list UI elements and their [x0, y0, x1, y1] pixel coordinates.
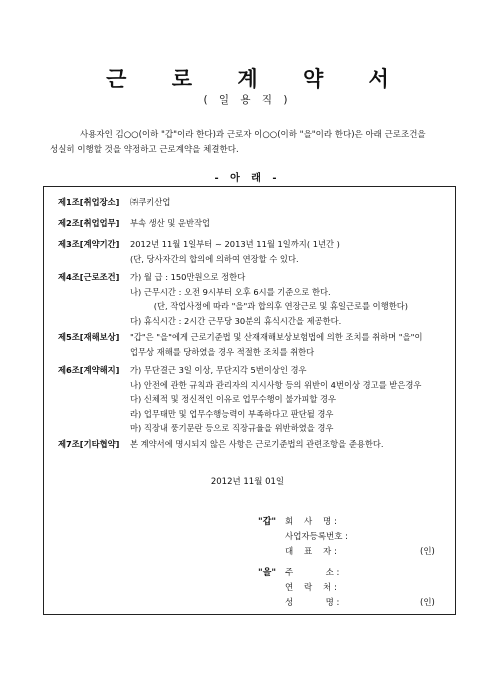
party-a-seal: (인)	[420, 547, 435, 557]
article-line: 업무상 재해를 당하였을 경우 적절한 조치를 취한다	[130, 346, 315, 357]
article-label: 제6조[계약해지]	[58, 365, 120, 375]
party-a-registration-field: 사업자등록번호 :	[285, 532, 349, 542]
article-line: (단, 당사자간의 합의에 의하여 연장할 수 있다.	[130, 253, 299, 264]
article-line: "갑"은 "을"에게 근로기준법 및 산재재해보상보험법에 의한 조치를 취하며 "을"이	[130, 332, 423, 342]
document-title: 근 로 계 약 서	[106, 67, 408, 91]
party-a-representative-field: 대 표 자 :	[285, 547, 337, 557]
document-subtitle: ( 일 용 직 )	[203, 94, 292, 106]
intro-line-1: 사용자인 김○○(이하 "갑"이라 한다)과 근로자 이○○(이하 "을"이라 한다)은 아래 근로조건을	[80, 130, 426, 140]
section-heading: - 아 래 -	[214, 173, 281, 184]
article-line: (단, 작업사정에 따라 "을"과 합의후 연장근로 및 휴일근로를 이행한다)	[130, 301, 408, 312]
party-b-seal: (인)	[420, 598, 435, 608]
article-line: 가) 무단결근 3일 이상, 무단지각 5번이상인 경우	[130, 365, 307, 375]
contract-date: 2012년 11월 01일	[210, 477, 285, 487]
article-line: 라) 업무태만 및 업무수행능력이 부족하다고 판단될 경우	[130, 408, 334, 419]
article-label: 제4조[근로조건]	[58, 272, 120, 282]
article-line: 가) 월 급 : 150만원으로 정한다	[130, 272, 246, 282]
article-label: 제3조[계약기간]	[58, 239, 120, 249]
article-label: 제5조[재해보상]	[58, 332, 120, 342]
party-b-name-field: 성 명 :	[285, 598, 340, 608]
intro-paragraph	[50, 128, 450, 158]
article-label: 제1조[취업장소]	[58, 197, 120, 207]
party-b-contact-field: 연 락 처 :	[285, 583, 337, 593]
article-line: 2012년 11월 1일부터 ~ 2013년 11월 1일까지( 1년간 )	[130, 239, 340, 249]
party-b-label: "을"	[258, 568, 277, 578]
article-label: 제7조[기타협약]	[58, 439, 120, 449]
article-line: 다) 신체적 및 정신적인 이유로 업무수행이 불가피할 경우	[130, 394, 337, 405]
article-line: 나) 근무시간 : 오전 9시부터 오후 6시를 기준으로 한다.	[130, 286, 331, 297]
article-line: ㈜쿠키산업	[130, 197, 171, 207]
article-line: 마) 직장내 풍기문란 등으로 직장규율을 위반하였을 경우	[130, 423, 334, 434]
intro-line-2: 성실히 이행할 것을 약정하고 근로계약을 체결한다.	[50, 145, 239, 155]
party-b-address-field: 주 소 :	[285, 568, 340, 578]
party-a-label: "갑"	[258, 517, 277, 527]
article-label: 제2조[취업업무]	[58, 218, 120, 228]
article-line: 다) 휴식시간 : 2시간 근무당 30분의 휴식시간을 제공한다.	[130, 315, 342, 326]
terms-box	[43, 186, 456, 615]
party-a-company-field: 회 사 명 :	[285, 517, 337, 527]
article-line: 본 계약서에 명시되지 않은 사항은 근로기준법의 관련조항을 준용한다.	[130, 439, 384, 449]
article-line: 나) 안전에 관한 규칙과 관리자의 지시사항 등의 위반이 4번이상 경고를 받은경우	[130, 379, 422, 390]
article-line: 부속 생산 및 운반작업	[130, 218, 211, 228]
